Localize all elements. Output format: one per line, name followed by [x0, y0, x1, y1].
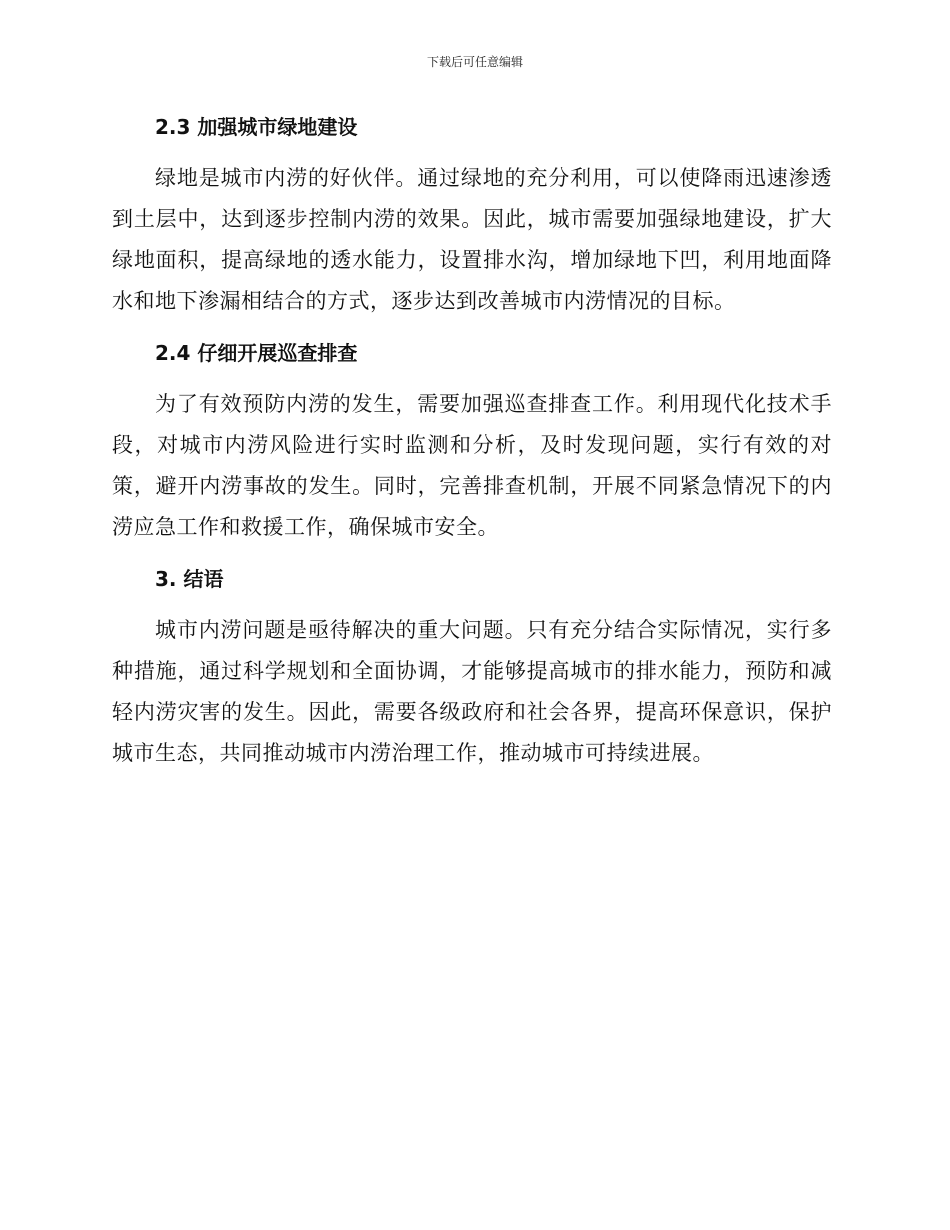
- section-heading-2-4: 2.4 仔细开展巡查排查: [155, 341, 358, 365]
- section-paragraph-2-3: 绿地是城市内涝的好伙伴。通过绿地的充分利用，可以使降雨迅速渗透到土层中，达到逐步控制内涝的效果。因此，城市需要加强绿地建设，扩大绿地面积，提高绿地的透水能力，设置排水沟，增加绿地下凹，利用地面降水和地下渗漏相结合的方式，逐步达到改善城市内涝情况的目标。: [112, 166, 832, 313]
- section-heading-3: 3. 结语: [155, 567, 224, 591]
- section-paragraph-3: 城市内涝问题是亟待解决的重大问题。只有充分结合实际情况，实行多种措施，通过科学规划和全面协调，才能够提高城市的排水能力，预防和减轻内涝灾害的发生。因此，需要各级政府和社会各界，提高环保意识，保护城市生态，共同推动城市内涝治理工作，推动城市可持续进展。: [112, 618, 832, 765]
- section-paragraph-2-4: 为了有效预防内涝的发生，需要加强巡查排查工作。利用现代化技术手段，对城市内涝风险进行实时监测和分析，及时发现问题，实行有效的对策，避开内涝事故的发生。同时，完善排查机制，开展不同紧急情况下的内涝应急工作和救援工作，确保城市安全。: [112, 392, 832, 539]
- section-heading-2-3: 2.3 加强城市绿地建设: [155, 115, 358, 139]
- document-body: [112, 110, 832, 774]
- page-header: 下载后可任意编辑: [426, 55, 523, 69]
